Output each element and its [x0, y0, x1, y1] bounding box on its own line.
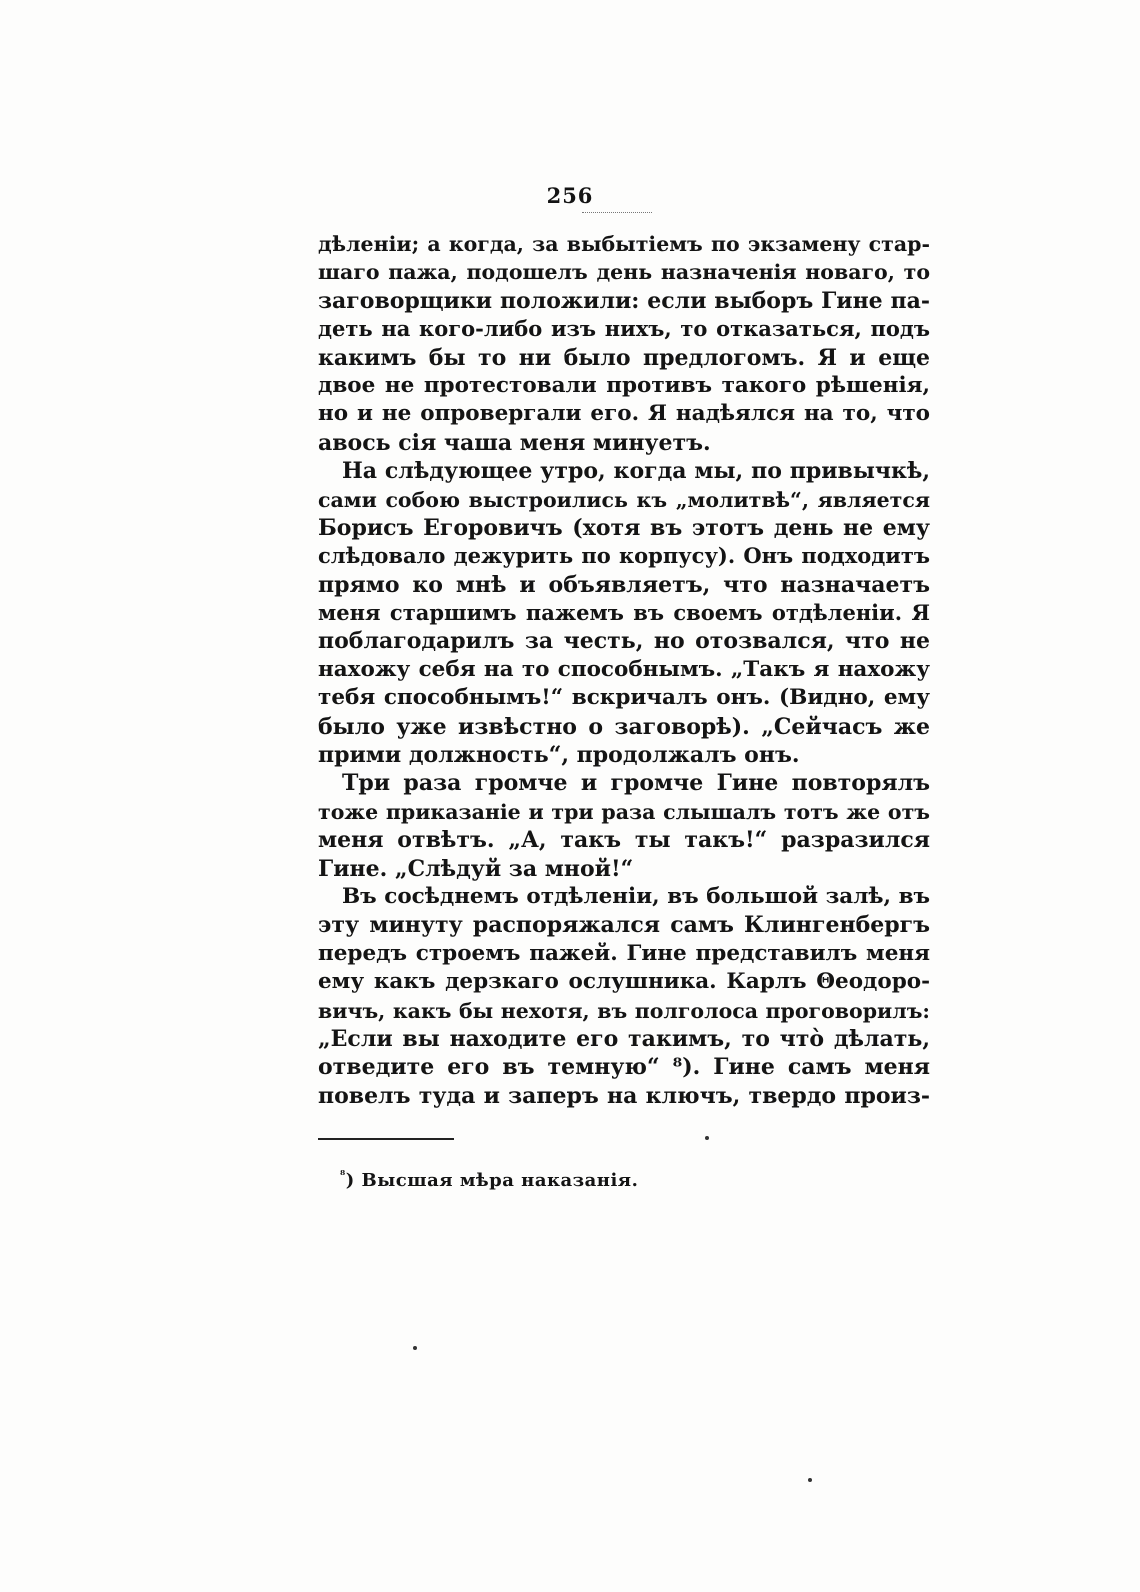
text-line: Гине. „Слѣдуй за мной!“	[318, 855, 634, 882]
text-line: но и не опровергали его. Я надѣялся на то, что	[318, 401, 930, 427]
footnote-text: ) Высшая мѣра наказанія.	[345, 1170, 639, 1191]
text-line: деть на кого-либо изъ нихъ, то отказаться, подъ	[318, 316, 930, 342]
text-line: Въ сосѣднемъ отдѣленіи, въ большой залѣ, въ	[342, 883, 930, 909]
text-line: Борисъ Егоровичъ (хотя въ этотъ день не ему	[318, 514, 930, 541]
text-line: было уже извѣстно о заговорѣ). „Сейчасъ же	[318, 713, 930, 740]
text-line: поблагодарилъ за честь, но отозвался, что не	[318, 628, 930, 655]
text-line: меня отвѣтъ. „А, такъ ты такъ!“ разразился	[318, 827, 930, 854]
text-line: прямо ко мнѣ и объявляетъ, что назначаетъ	[318, 571, 930, 598]
text-line: сами собою выстроились къ „молитвѣ“, является	[318, 487, 930, 512]
text-line: нахожу себя на то способнымъ. „Такъ я нахожу	[318, 656, 930, 682]
footnote	[340, 1168, 638, 1191]
page-number: 256	[546, 183, 594, 208]
text-line: тебя способнымъ!“ вскричалъ онъ. (Видно, ему	[318, 685, 930, 711]
text-line: вичъ, какъ бы нехотя, въ полголоса проговорилъ:	[318, 998, 930, 1023]
text-line: заговорщики положили: если выборъ Гине па-	[318, 287, 930, 314]
scan-speck	[808, 1478, 812, 1482]
text-line: Три раза громче и громче Гине повторялъ	[342, 770, 930, 797]
body-text	[318, 230, 930, 1110]
text-line: слѣдовало дежурить по корпусу). Онъ подходитъ	[318, 543, 930, 569]
scan-speck	[705, 1136, 709, 1140]
footnote-marker: ⁸	[340, 1168, 346, 1182]
text-line: повелъ туда и заперъ на ключъ, твердо произ-	[318, 1082, 930, 1109]
text-line: какимъ бы то ни было предлогомъ. Я и еще	[318, 344, 930, 371]
text-line: „Если вы находите его такимъ, то что̀ дѣлать,	[318, 1025, 930, 1052]
text-line: ему какъ дерзкаго ослушника. Карлъ Θеодоро-	[318, 969, 930, 995]
text-line: меня старшимъ пажемъ въ своемъ отдѣленіи. Я	[318, 600, 930, 626]
text-line: двое не протестовали противъ такого рѣшенія,	[318, 372, 930, 398]
text-line: шаго пажа, подошелъ день назначенія новаго, то	[318, 260, 930, 285]
page-number-underline	[582, 212, 652, 213]
text-line: эту минуту распоряжался самъ Клингенбергъ	[318, 912, 930, 939]
text-line: На слѣдующее утро, когда мы, по привычкѣ,	[342, 458, 930, 485]
text-line: отведите его въ темную“ ⁸). Гине самъ меня	[318, 1054, 930, 1081]
footnote-separator	[318, 1138, 454, 1140]
text-line: тоже приказаніе и три раза слышалъ тотъ же отъ	[318, 799, 930, 824]
text-line: авось сія чаша меня минуетъ.	[318, 429, 711, 456]
scan-speck	[413, 1346, 417, 1350]
text-line: передъ строемъ пажей. Гине представилъ меня	[318, 940, 930, 966]
text-line: дѣленіи; а когда, за выбытіемъ по экзамену стар-	[318, 232, 930, 256]
text-line: прими должность“, продолжалъ онъ.	[318, 742, 800, 769]
